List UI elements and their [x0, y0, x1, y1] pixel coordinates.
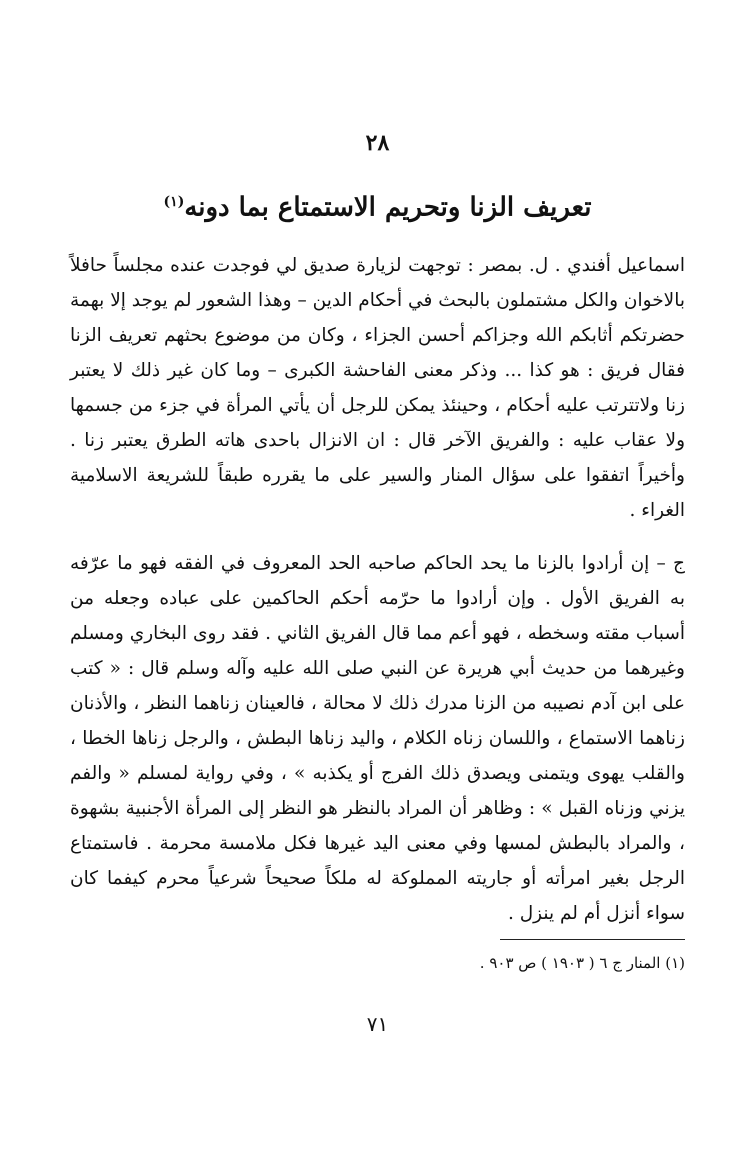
footnote: (١) المنار ج ٦ ( ١٩٠٣ ) ص ٩٠٣ .	[479, 953, 685, 972]
page-number: ٧١	[366, 1012, 389, 1036]
answer-paragraph: ج – إن أرادوا بالزنا ما يحد الحاكم صاحبه الحد المعروف في الفقه فهو ما عرّفه به الفريق الأول . وإن أرادوا ما حرّمه أحكم الحاكمين على عباده وجعله من أسباب مقته وسخطه ، فهو أعم مما قال الفريق الثاني . فقد روى البخاري ومسلم وغيرهما من حديث أبي هريرة عن النبي صلى الله عليه وآله وسلم قال : « كتب على ابن آدم نصيبه من الزنا مدرك ذلك لا محالة ، فالعينان زناهما النظر ، والأذنان زناهما الاستماع ، واللسان زناه الكلام ، واليد زناها البطش ، والرجل زناها الخطا ، والقلب يهوى ويتمنى ويصدق ذلك الفرج أو يكذبه » ، وفي رواية لمسلم « والفم يزني وزناه القبل » : وظاهر أن المراد بالنظر هو النظر إلى المرأة الأجنبية بشهوة ، والمراد بالبطش لمسها وفي معنى اليد غيرها فكل ملامسة محرمة . فاستمتاع الرجل بغير امرأته أو جاريته المملوكة له ملكاً صحيحاً شرعياً محرم كيفما كان سواء أنزل أم لم ينزل .	[70, 552, 685, 924]
article-title	[70, 180, 685, 230]
footnote-divider	[500, 939, 685, 940]
document-page	[70, 130, 685, 976]
question-paragraph: اسماعيل أفندي . ل. بمصر : توجهت لزيارة صديق لي فوجدت عنده مجلساً حافلاً بالاخوان والكل مشتملون بالبحث في أحكام الدين – وهذا الشعور لم يوجد إلا بهمة حضرتكم أثابكم الله وجزاكم أحسن الجزاء ، وكان من موضوع بحثهم تعريف الزنا فقال فريق : هو كذا ... وذكر معنى الفاحشة الكبرى – وما كان غير ذلك لا يعتبر زنا ولاتترتب عليه أحكام ، وحينئذ يمكن للرجل أن يأتي المرأة في جزء من جسمها ولا عقاب عليه : والفريق الآخر قال : ان الانزال باحدى هاته الطرق يعتبر زنا . وأخيراً اتفقوا على سؤال المنار والسير على ما يقرره طبقاً للشريعة الاسلامية الغراء .	[70, 254, 685, 521]
title-text: تعريف الزنا وتحريم الاستمتاع بما دونه	[184, 192, 592, 223]
article-number: ٢٨	[365, 130, 390, 156]
title-footnote-ref: (١)	[163, 194, 185, 210]
